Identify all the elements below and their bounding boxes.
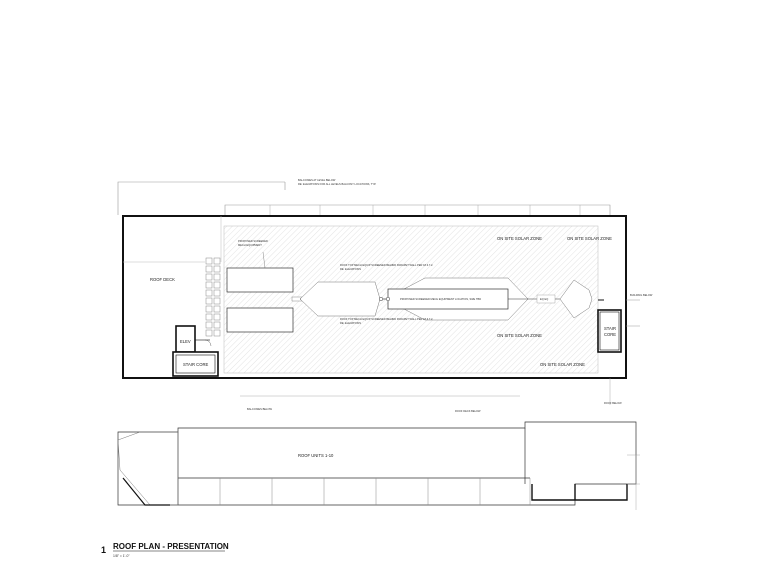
eq-label: EQ EQ bbox=[540, 298, 549, 301]
drawing-title: ROOF PLAN - PRESENTATION bbox=[113, 542, 229, 551]
drawing-number: 1 bbox=[101, 545, 107, 555]
paver-column bbox=[206, 258, 220, 336]
solar-zone-label-3: ON SITE SOLAR ZONE bbox=[497, 333, 542, 338]
mech-screen-note-top-1: ROOF TOP MECH EQUIP SCREENED BEHIND PARAPET WALL PER 18.3.7.2. bbox=[340, 264, 434, 267]
roof-units-label: ROOF UNITS 1-10 bbox=[298, 453, 334, 458]
stair-core-right-label-2: CORE bbox=[604, 332, 617, 337]
solar-zone-label-2: ON SITE SOLAR ZONE bbox=[567, 236, 612, 241]
stair-core-right bbox=[598, 310, 621, 352]
roof-units-outline bbox=[118, 422, 636, 505]
roof-deck-below-label: ROOF DECK BELOW bbox=[455, 410, 481, 413]
proposed-mech-label-1: PROPOSED SCREENED bbox=[238, 240, 268, 243]
mech-screen-note-bottom-2: RE: ELEVATIONS bbox=[340, 322, 361, 325]
lower-balcony-left bbox=[118, 432, 178, 505]
mech-box-lower bbox=[227, 308, 293, 332]
mech-screen-note-top-2: RE: ELEVATIONS bbox=[340, 268, 361, 271]
lower-right-heavy-edge bbox=[532, 484, 627, 500]
balconies-below-label: BALCONIES BELOW bbox=[247, 408, 272, 411]
proposed-mech-label-2: MECH EQUIPMENT bbox=[238, 244, 262, 247]
side-note-right: BUILDING BELOW bbox=[630, 294, 653, 297]
drawing-scale: 1/8" = 1'-0" bbox=[113, 554, 130, 558]
elev-label: ELEV bbox=[180, 339, 191, 344]
proposed-location-label: PROPOSED SCREENED MECH EQUIPMENT LOCATION, SIZE TBD bbox=[400, 298, 482, 301]
roof-below-label: ROOF BELOW bbox=[604, 402, 622, 405]
solar-zone-label-4: ON SITE SOLAR ZONE bbox=[540, 362, 585, 367]
stair-core-left-label: STAIR CORE bbox=[183, 362, 209, 367]
balconies-note-line-2: RE: ELEVATIONS FOR ALL LEVELS BALCONY LOCATIONS, TYP. bbox=[298, 183, 377, 186]
stair-core-right-label-1: STAIR bbox=[604, 326, 617, 331]
balconies-outline-top bbox=[118, 182, 610, 215]
mech-screen-note-bottom-1: ROOF TOP MECH EQUIP SCREENED BEHIND PARAPET WALL PER 18.3.7.2. bbox=[340, 318, 434, 321]
solar-zone-label-1: ON SITE SOLAR ZONE bbox=[497, 236, 542, 241]
mech-box-upper bbox=[227, 268, 293, 292]
balconies-note-line-1: BALCONIES AT LEVEL BELOW bbox=[298, 179, 336, 182]
roof-deck-label: ROOF DECK bbox=[150, 277, 175, 282]
